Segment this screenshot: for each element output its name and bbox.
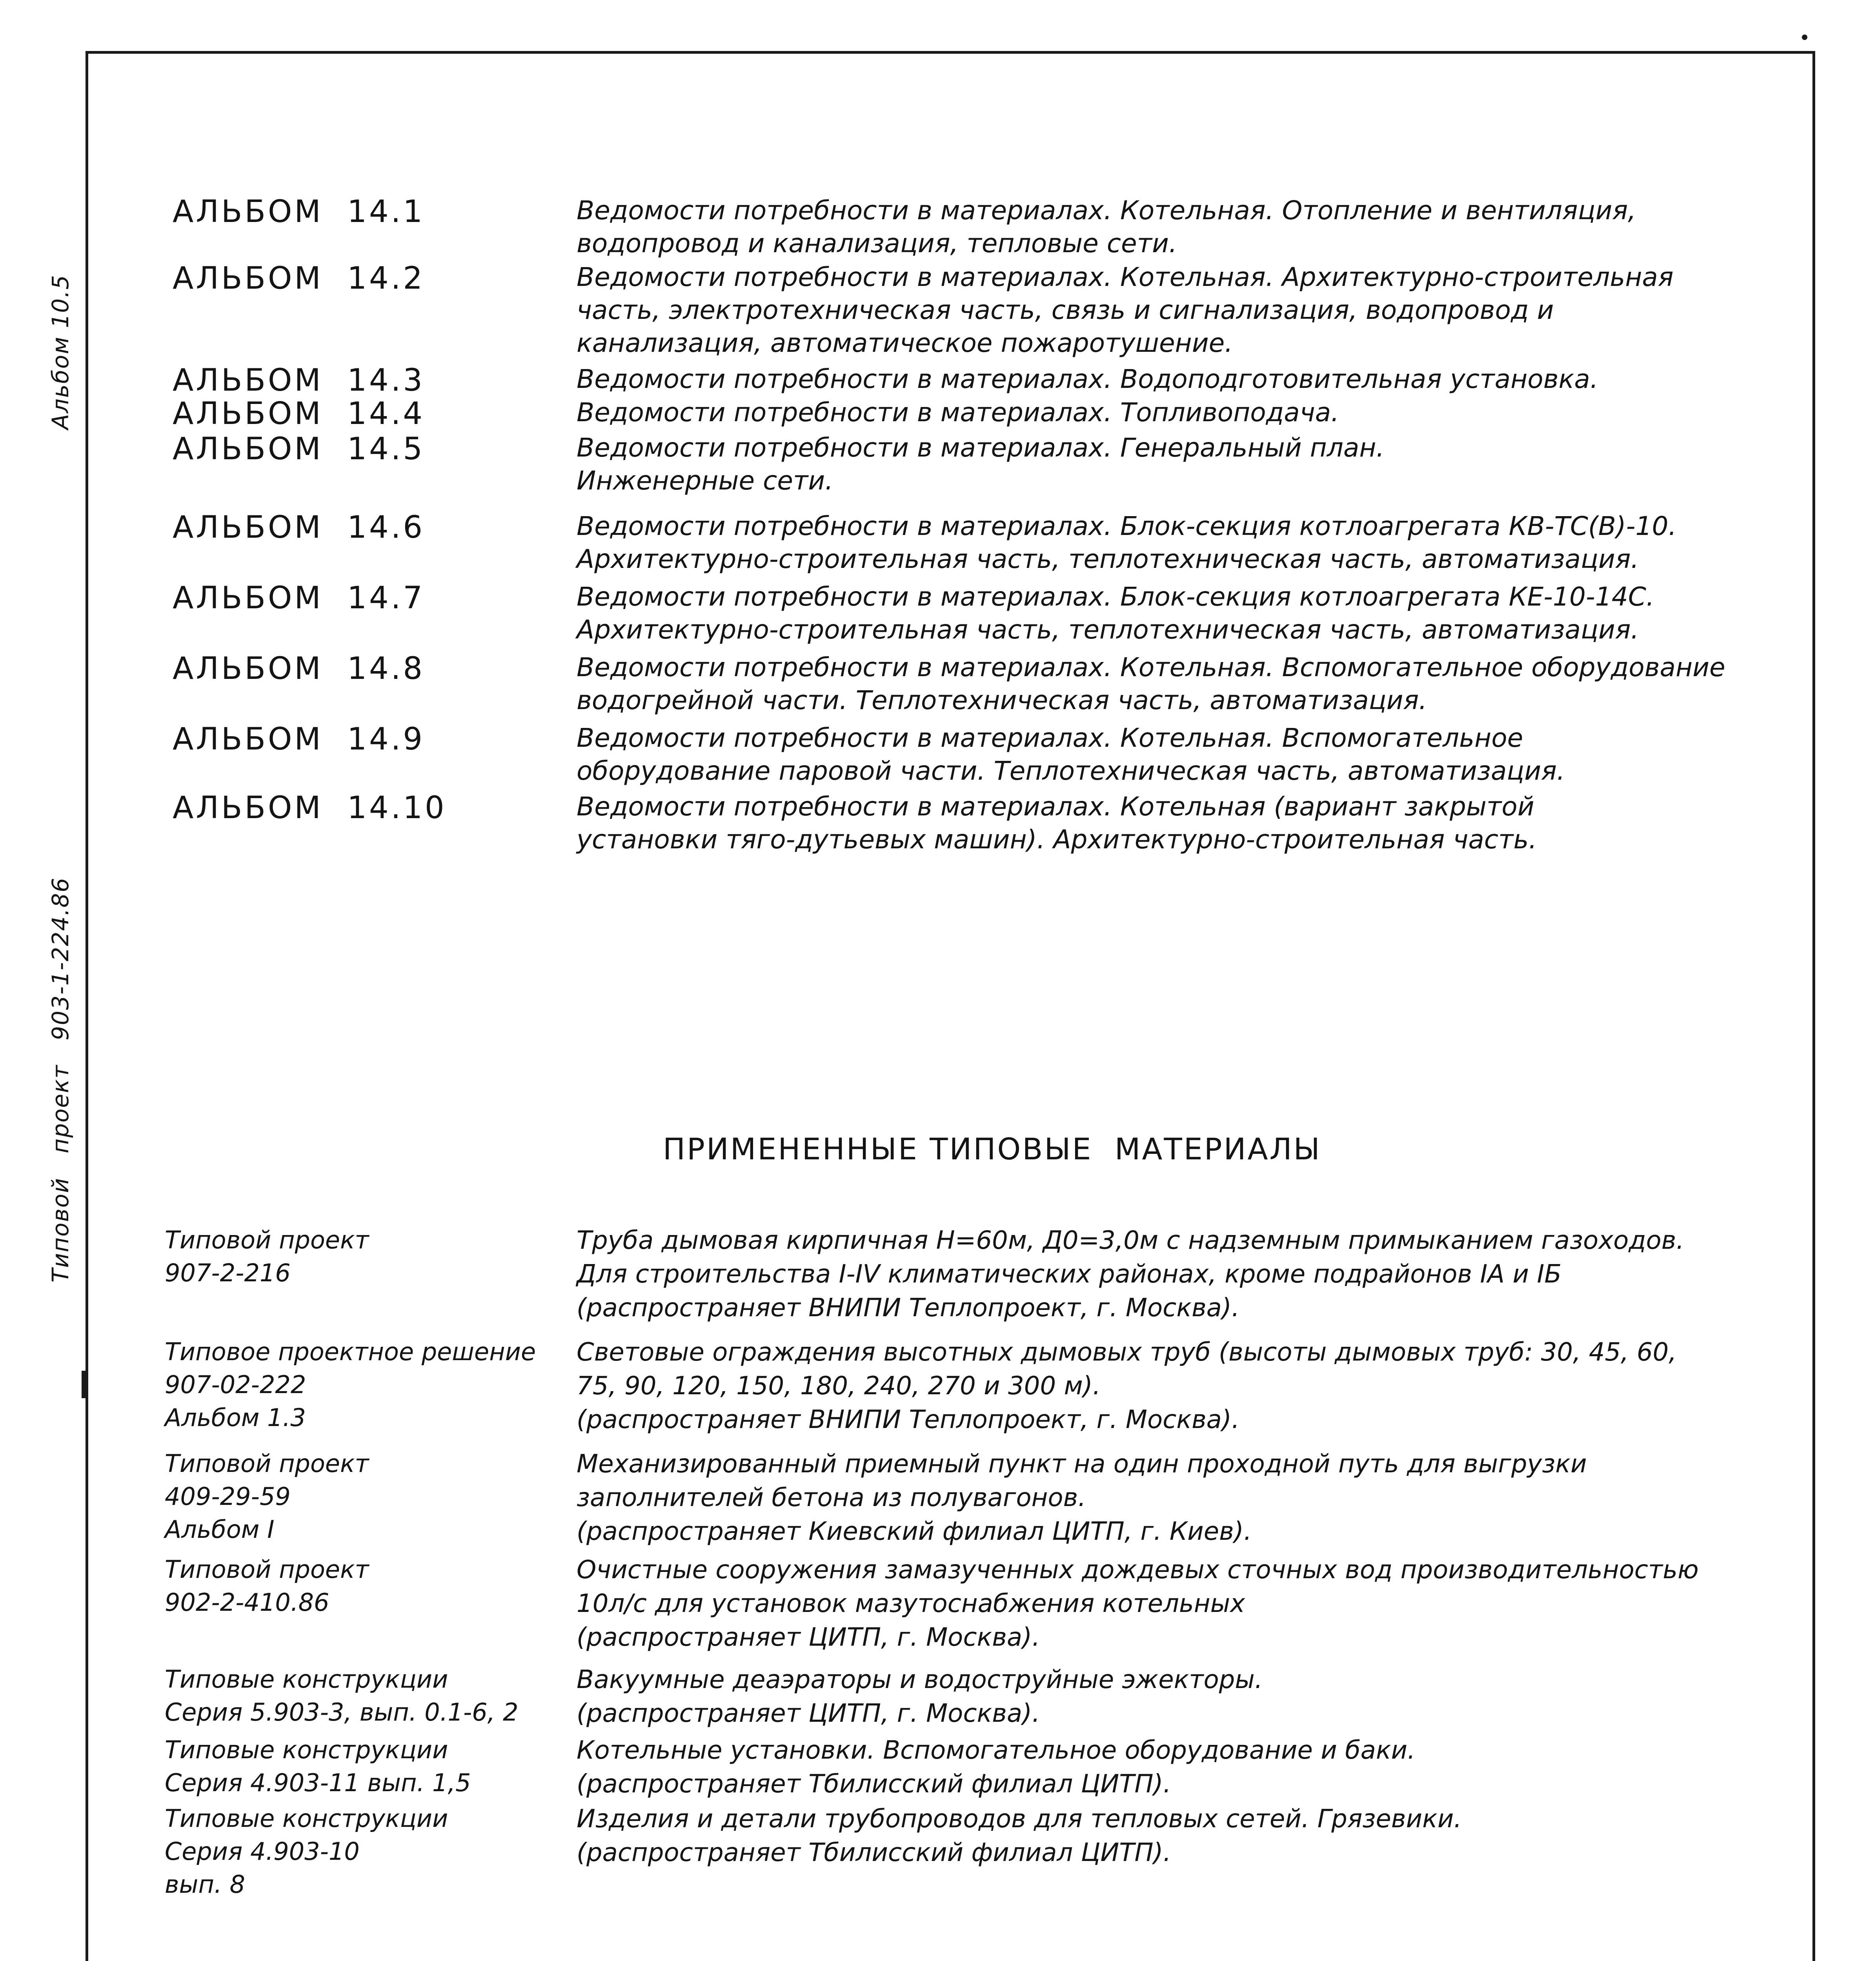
album-description: Ведомости потребности в материалах. Топливоподача. xyxy=(577,397,1339,427)
material-description: Труба дымовая кирпичная H=60м, Д0=3,0м с надземным примыканием газоходов. Для строительства I-IV климатических районах, кроме подрайонов IА и IБ (распространяет ВНИПИ Теплопроект, г. Москва). xyxy=(577,1226,1684,1322)
album-code: АЛЬБОМ 14.6 xyxy=(173,510,425,545)
album-description: Ведомости потребности в материалах. Котельная. Отопление и вентиляция, водопровод и канализация, тепловые сети. xyxy=(577,195,1636,258)
album-code: АЛЬБОМ 14.1 xyxy=(173,194,425,229)
material-reference: Типовые конструкции Серия 4.903-10 вып. 8 xyxy=(165,1804,448,1899)
material-description: Вакуумные деаэраторы и водоструйные эжекторы. (распространяет ЦИТП, г. Москва). xyxy=(577,1665,1263,1728)
material-reference: Типовой проект 907-2-216 xyxy=(165,1226,369,1287)
album-description: Ведомости потребности в материалах. Блок-секция котлоагрегата КЕ-10-14С. Архитектурно-строительная часть, теплотехническая часть, автоматизация. xyxy=(577,582,1654,645)
album-code: АЛЬБОМ 14.5 xyxy=(173,431,425,467)
material-description: Световые ограждения высотных дымовых труб (высоты дымовых труб: 30, 45, 60, 75, 90, 120, 150, 180, 240, 270 и 300 м). (распространяет ВНИПИ Теплопроект, г. Москва). xyxy=(577,1338,1677,1434)
material-description: Механизированный приемный пункт на один проходной путь для выгрузки заполнителей бетона из полувагонов. (распространяет Киевский филиал ЦИТП, г. Киев). xyxy=(577,1450,1587,1546)
album-code: АЛЬБОМ 14.4 xyxy=(173,396,425,431)
album-description: Ведомости потребности в материалах. Котельная (вариант закрытой установки тяго-дутьевых машин). Архитектурно-строительная часть. xyxy=(577,791,1537,855)
album-description: Ведомости потребности в материалах. Котельная. Архитектурно-строительная часть, электротехническая часть, связь и сигнализация, водопровод и канализация, автоматическое пожаротушение. xyxy=(577,262,1674,358)
material-description: Очистные сооружения замазученных дождевых сточных вод производительностью 10л/с для установок мазутоснабжения котельных (распространяет ЦИТП, г. Москва). xyxy=(577,1555,1699,1652)
album-code: АЛЬБОМ 14.8 xyxy=(173,651,425,686)
material-reference: Типовой проект 902-2-410.86 xyxy=(165,1555,369,1617)
album-code: АЛЬБОМ 14.7 xyxy=(173,580,425,616)
album-code: АЛЬБОМ 14.3 xyxy=(173,363,425,398)
corner-mark xyxy=(1802,35,1807,40)
album-code: АЛЬБОМ 14.10 xyxy=(173,790,447,826)
album-description: Ведомости потребности в материалах. Котельная. Вспомогательное оборудование паровой части. Теплотехническая часть, автоматизация. xyxy=(577,723,1565,786)
album-description: Ведомости потребности в материалах. Генеральный план. Инженерные сети. xyxy=(577,433,1385,496)
section-title: ПРИМЕНЕННЫЕ ТИПОВЫЕ МАТЕРИАЛЫ xyxy=(663,1131,1321,1166)
material-reference: Типовые конструкции Серия 5.903-3, вып. 0.1-6, 2 xyxy=(165,1665,519,1726)
margin-project-label: Типовой проект 903-1-224.86 xyxy=(47,877,74,1282)
album-code: АЛЬБОМ 14.2 xyxy=(173,261,425,296)
album-description: Ведомости потребности в материалах. Водоподготовительная установка. xyxy=(577,364,1598,394)
edge-tick xyxy=(82,1371,86,1398)
album-code: АЛЬБОМ 14.9 xyxy=(173,722,425,757)
material-description: Котельные установки. Вспомогательное оборудование и баки. (распространяет Тбилисский филиал ЦИТП). xyxy=(577,1736,1416,1799)
album-description: Ведомости потребности в материалах. Котельная. Вспомогательное оборудование водогрейной части. Теплотехническая часть, автоматизация. xyxy=(577,652,1725,715)
material-reference: Типовое проектное решение 907-02-222 Альбом 1.3 xyxy=(165,1337,536,1432)
material-description: Изделия и детали трубопроводов для тепловых сетей. Грязевики. (распространяет Тбилисский филиал ЦИТП). xyxy=(577,1805,1462,1867)
material-reference: Типовые конструкции Серия 4.903-11 вып. 1,5 xyxy=(165,1735,471,1797)
margin-album-label: Альбом 10.5 xyxy=(47,274,74,429)
album-description: Ведомости потребности в материалах. Блок-секция котлоагрегата КВ-ТС(В)-10. Архитектурно-строительная часть, теплотехническая часть, автоматизация. xyxy=(577,511,1677,574)
material-reference: Типовой проект 409-29-59 Альбом I xyxy=(165,1449,369,1544)
